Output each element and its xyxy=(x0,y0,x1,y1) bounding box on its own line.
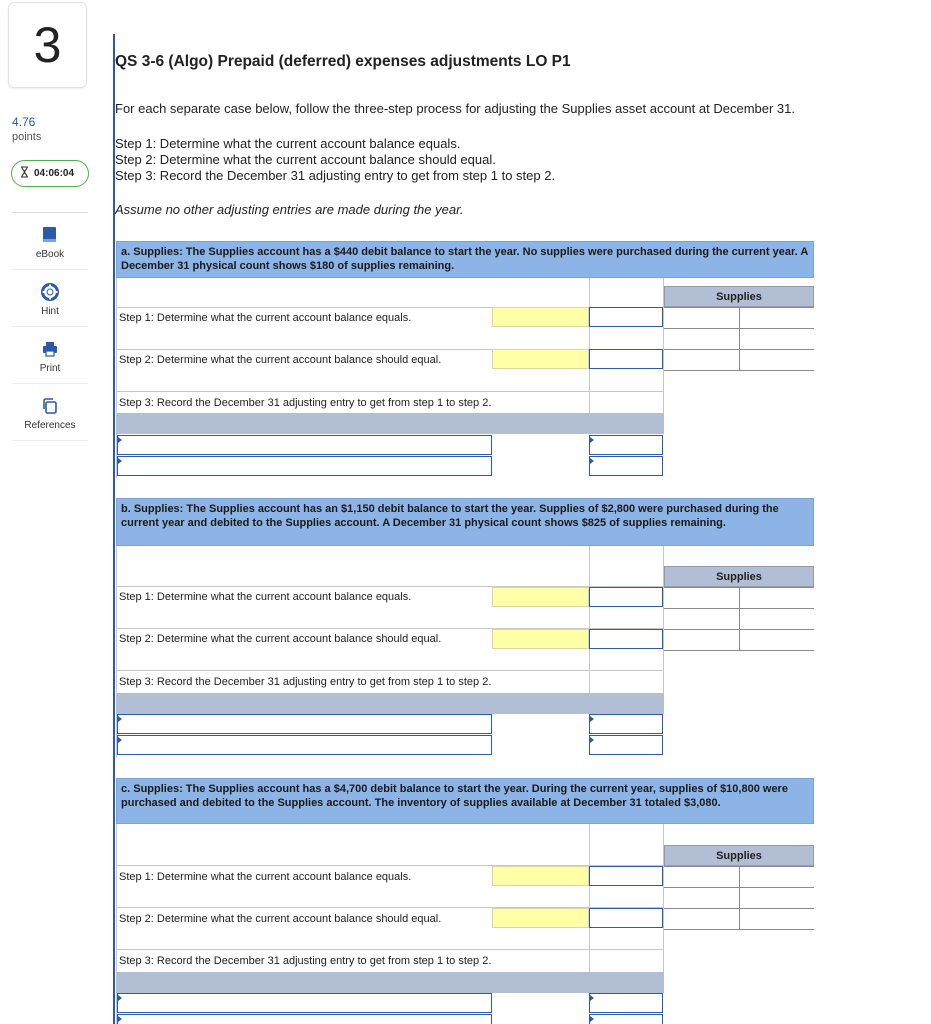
step-list xyxy=(115,136,555,184)
part-c-entry-account-2[interactable] xyxy=(117,1014,492,1024)
part-b-step3-label: Step 3: Record the December 31 adjusting entry to get from step 1 to step 2. xyxy=(119,676,492,688)
part-b-header: b. Supplies: The Supplies account has an $1,150 debit balance to start the year. Supplies of $2,800 were purchased during the current year and debited to the Supplies account. A December 31 physical count shows $825 of supplies remaining. xyxy=(116,498,814,546)
dropdown-marker-icon xyxy=(590,995,594,1001)
part-a-step2-input[interactable] xyxy=(492,349,589,369)
dropdown-marker-icon xyxy=(118,716,122,722)
part-a-row-line xyxy=(116,391,664,392)
dropdown-marker-icon xyxy=(118,458,122,464)
part-c-step3-label: Step 3: Record the December 31 adjusting entry to get from step 1 to step 2. xyxy=(119,955,492,967)
part-a-step3-label: Step 3: Record the December 31 adjusting entry to get from step 1 to step 2. xyxy=(119,397,492,409)
part-c-journal-header xyxy=(116,972,664,993)
part-b-t-line xyxy=(664,650,814,651)
part-a-step1-amount[interactable] xyxy=(589,307,663,327)
question-number-card xyxy=(8,2,87,88)
part-c-t-account-title: Supplies xyxy=(664,845,814,866)
part-c-step2-label: Step 2: Determine what the current account balance should equal. xyxy=(119,913,442,925)
part-b-step1-label: Step 1: Determine what the current account balance equals. xyxy=(119,591,412,603)
lifebuoy-icon xyxy=(41,281,59,303)
part-c-row-line xyxy=(116,949,664,950)
points-label: points xyxy=(12,131,42,143)
part-a-step1-label: Step 1: Determine what the current account balance equals. xyxy=(119,312,412,324)
part-c-step2-input[interactable] xyxy=(492,908,589,928)
dropdown-marker-icon xyxy=(118,437,122,443)
part-b-step2-label: Step 2: Determine what the current account balance should equal. xyxy=(119,633,442,645)
step-3-text: Step 3: Record the December 31 adjusting entry to get from step 1 to step 2. xyxy=(115,168,556,183)
copy-icon xyxy=(41,395,59,417)
part-a-t-account-title: Supplies xyxy=(664,286,814,307)
part-b-step2-amount[interactable] xyxy=(589,629,663,649)
part-c-step2-amount[interactable] xyxy=(589,908,663,928)
step-2-text: Step 2: Determine what the current account balance should equal. xyxy=(115,152,496,167)
part-a-entry-account-2[interactable] xyxy=(117,456,492,476)
book-icon xyxy=(42,224,58,246)
part-b-entry-amount-2[interactable] xyxy=(589,735,663,755)
instructions: For each separate case below, follow the three-step process for adjusting the Supplies asset account at December 31. xyxy=(115,101,795,116)
part-b-entry-amount-1[interactable] xyxy=(589,714,663,734)
part-a-journal-header xyxy=(116,413,664,434)
part-a-col-sep xyxy=(589,278,590,414)
part-a-t-line xyxy=(664,370,814,371)
dropdown-marker-icon xyxy=(590,437,594,443)
hint-button[interactable] xyxy=(12,271,88,327)
part-c-entry-amount-1[interactable] xyxy=(589,993,663,1013)
references-button[interactable] xyxy=(12,385,88,441)
assumption-note: Assume no other adjusting entries are made during the year. xyxy=(115,202,464,217)
dropdown-marker-icon xyxy=(118,995,122,1001)
hourglass-icon xyxy=(20,166,29,181)
ebook-label: eBook xyxy=(35,248,65,260)
part-c-header: c. Supplies: The Supplies account has a $4,700 debit balance to start the year. During the current year, supplies of $10,800 were purchased and debited to the Supplies account. The inventory of supplies available at December 31 totaled $3,080. xyxy=(116,778,814,824)
part-a-step2-label: Step 2: Determine what the current account balance should equal. xyxy=(119,354,442,366)
part-b-col-sep xyxy=(589,546,590,693)
part-c-entry-account-1[interactable] xyxy=(117,993,492,1013)
step-1-text: Step 1: Determine what the current account balance equals. xyxy=(115,136,461,151)
dropdown-marker-icon xyxy=(118,737,122,743)
timer-badge xyxy=(11,160,89,187)
part-c-col-sep xyxy=(589,824,590,972)
part-c-step1-amount[interactable] xyxy=(589,866,663,886)
part-a-entry-account-1[interactable] xyxy=(117,435,492,455)
part-b-entry-account-2[interactable] xyxy=(117,735,492,755)
part-b-entry-account-1[interactable] xyxy=(117,714,492,734)
question-number: 3 xyxy=(33,17,62,73)
part-b-step2-input[interactable] xyxy=(492,629,589,649)
dropdown-marker-icon xyxy=(590,458,594,464)
dropdown-marker-icon xyxy=(590,716,594,722)
part-a-entry-amount-2[interactable] xyxy=(589,456,663,476)
dropdown-marker-icon xyxy=(118,1016,122,1022)
part-c-step1-label: Step 1: Determine what the current account balance equals. xyxy=(119,871,412,883)
question-title: QS 3-6 (Algo) Prepaid (deferred) expenses adjustments LO P1 xyxy=(115,53,571,70)
ebook-button[interactable] xyxy=(12,214,88,270)
rail-divider xyxy=(12,212,88,213)
references-label: References xyxy=(24,419,76,431)
part-b-t-divider xyxy=(739,587,740,650)
part-a-step2-amount[interactable] xyxy=(589,349,663,369)
printer-icon xyxy=(41,338,59,360)
part-c-t-line xyxy=(664,929,814,930)
points-value: 4.76 xyxy=(12,115,36,129)
print-button[interactable] xyxy=(12,328,88,384)
part-b-step1-amount[interactable] xyxy=(589,587,663,607)
part-b-row-line xyxy=(116,670,664,671)
part-b-journal-header xyxy=(116,693,664,714)
part-a-entry-amount-1[interactable] xyxy=(589,435,663,455)
part-c-t-divider xyxy=(739,866,740,929)
hint-label: Hint xyxy=(41,305,59,317)
part-a-header: a. Supplies: The Supplies account has a $440 debit balance to start the year. No supplies were purchased during the current year. A December 31 physical count shows $180 of supplies remaining. xyxy=(116,241,814,278)
part-b-t-account-title: Supplies xyxy=(664,566,814,587)
part-c-step1-input[interactable] xyxy=(492,866,589,886)
timer-value: 04:06:04 xyxy=(34,168,75,179)
dropdown-marker-icon xyxy=(590,1016,594,1022)
part-a-step1-input[interactable] xyxy=(492,307,589,327)
dropdown-marker-icon xyxy=(590,737,594,743)
print-label: Print xyxy=(39,362,61,374)
part-c-entry-amount-2[interactable] xyxy=(589,1014,663,1024)
part-a-t-divider xyxy=(739,307,740,370)
part-b-step1-input[interactable] xyxy=(492,587,589,607)
